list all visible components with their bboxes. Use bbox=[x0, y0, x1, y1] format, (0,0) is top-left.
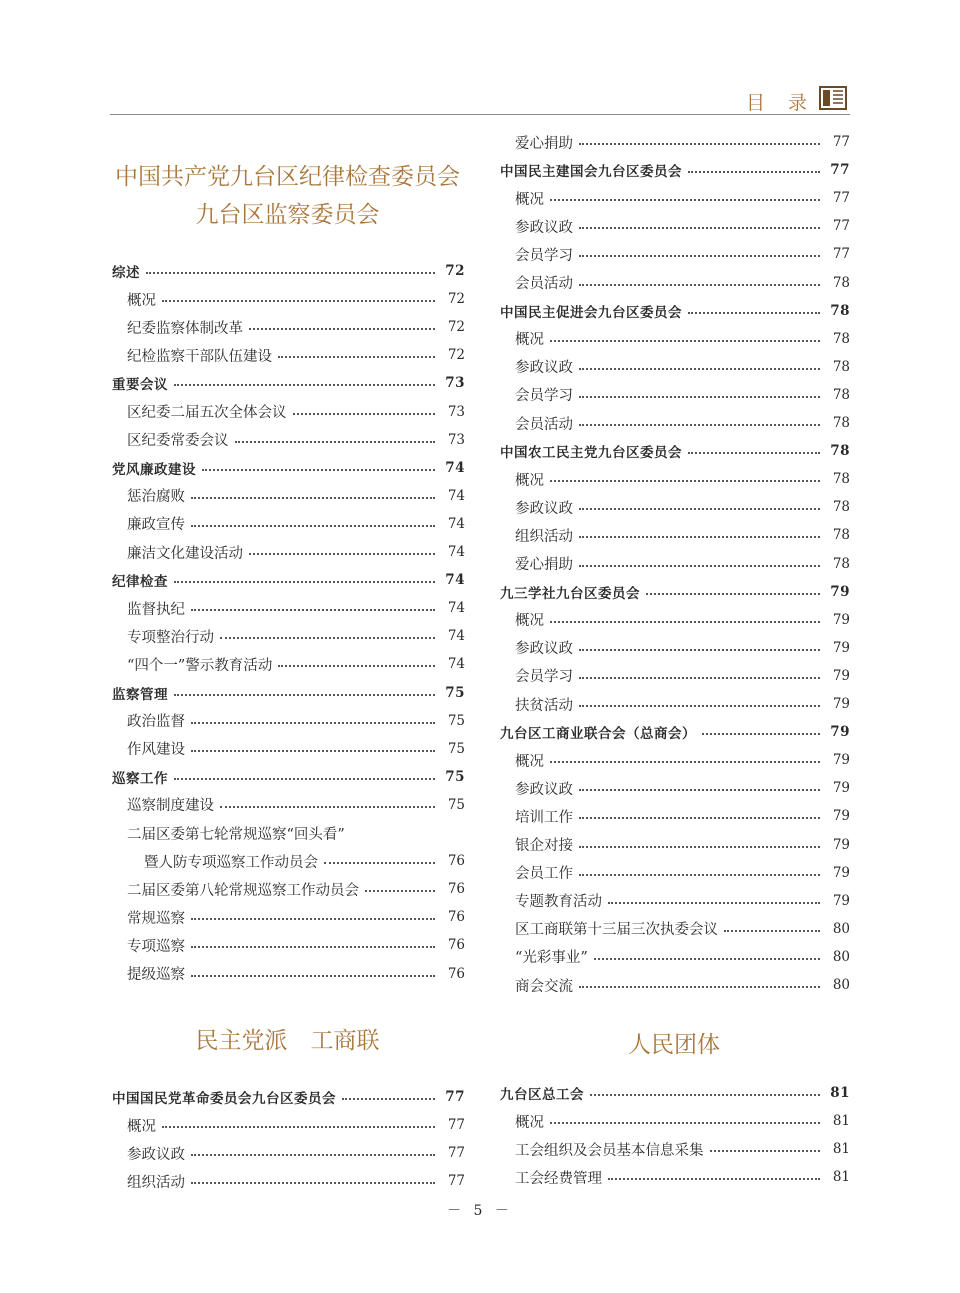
toc-dot-leader bbox=[324, 862, 435, 864]
toc-dot-leader bbox=[579, 565, 820, 567]
toc-dot-leader bbox=[278, 356, 435, 358]
toc-dot-leader bbox=[579, 508, 820, 510]
toc-page-number: 78 bbox=[832, 358, 850, 375]
toc-page-number: 77 bbox=[447, 1145, 465, 1162]
toc-entry-label: 会员学习 bbox=[515, 669, 573, 686]
toc-page-number: 78 bbox=[832, 499, 850, 516]
toc-entry[interactable] bbox=[498, 381, 850, 409]
toc-page-number: 72 bbox=[445, 263, 465, 279]
toc-entry[interactable] bbox=[498, 240, 850, 268]
toc-dot-leader bbox=[579, 536, 820, 538]
toc-entry[interactable] bbox=[110, 960, 465, 988]
toc-page-number: 77 bbox=[447, 1173, 465, 1190]
toc-page-number: 79 bbox=[830, 583, 850, 600]
toc-entry[interactable] bbox=[498, 634, 850, 662]
toc-entry[interactable] bbox=[110, 1111, 465, 1139]
toc-dot-leader bbox=[608, 902, 820, 904]
toc-entry-label: 扶贫活动 bbox=[515, 697, 573, 714]
toc-page-number: 79 bbox=[832, 864, 850, 881]
toc-dot-leader bbox=[191, 1154, 435, 1156]
toc-entry-label: “四个一”警示教育活动 bbox=[127, 657, 273, 674]
toc-dot-leader bbox=[550, 480, 820, 482]
toc-dot-leader bbox=[220, 637, 435, 639]
toc-page-number: 74 bbox=[447, 628, 465, 645]
toc-entry-label: 专项巡察 bbox=[127, 938, 185, 955]
toc-entry[interactable] bbox=[498, 353, 850, 381]
toc-entry[interactable] bbox=[498, 325, 850, 353]
toc-dot-leader bbox=[646, 593, 820, 595]
toc-page-number: 74 bbox=[447, 600, 465, 617]
toc-entry-label: 常规巡察 bbox=[127, 910, 185, 927]
toc-entry-label: 会员学习 bbox=[515, 388, 573, 405]
toc-page-number: 77 bbox=[447, 1117, 465, 1134]
section-title-people-orgs: 人民团体 bbox=[628, 1032, 720, 1058]
toc-dot-leader bbox=[162, 300, 435, 302]
book-icon bbox=[818, 84, 848, 112]
toc-dot-leader bbox=[191, 722, 435, 724]
toc-dot-leader bbox=[579, 143, 820, 145]
toc-dot-leader bbox=[579, 817, 820, 819]
toc-heading-entry[interactable] bbox=[498, 578, 850, 606]
toc-dot-leader bbox=[550, 761, 820, 763]
toc-dot-leader bbox=[579, 396, 820, 398]
toc-entry[interactable] bbox=[110, 510, 465, 538]
toc-dot-leader bbox=[146, 272, 435, 274]
toc-heading-entry[interactable] bbox=[110, 257, 465, 285]
toc-entry-label: 提级巡察 bbox=[127, 967, 185, 983]
toc-entry[interactable] bbox=[110, 791, 465, 819]
toc-entry-label: 中国农工民主党九台区委员会 bbox=[500, 445, 682, 462]
toc-entry[interactable] bbox=[498, 269, 850, 297]
toc-page-number: 80 bbox=[832, 948, 850, 965]
toc-entry-label: 概况 bbox=[515, 1114, 544, 1131]
toc-entry-label: 培训工作 bbox=[515, 809, 573, 826]
toc-dot-leader bbox=[174, 694, 435, 696]
toc-entry[interactable] bbox=[110, 426, 465, 454]
toc-heading-entry[interactable] bbox=[498, 297, 850, 325]
toc-entry-label: 中国民主建国会九台区委员会 bbox=[500, 164, 682, 181]
toc-entry[interactable] bbox=[498, 887, 850, 915]
toc-entry-label: 重要会议 bbox=[112, 377, 168, 394]
toc-entry[interactable] bbox=[498, 859, 850, 887]
toc-entry-label: 概况 bbox=[515, 753, 544, 770]
toc-page-number: 78 bbox=[830, 302, 850, 319]
toc-entry-label: 纪委监察体制改革 bbox=[127, 320, 243, 337]
toc-entry-label: 银企对接 bbox=[515, 838, 573, 854]
toc-page-number: 77 bbox=[830, 162, 850, 179]
toc-entry[interactable] bbox=[498, 915, 850, 943]
toc-dot-leader bbox=[191, 1182, 435, 1184]
toc-entry[interactable] bbox=[110, 538, 465, 566]
toc-entry-label: 暨人防专项巡察工作动员会 bbox=[144, 854, 318, 871]
toc-dot-leader bbox=[579, 874, 820, 876]
toc-entry-label: 九三学社九台区委员会 bbox=[500, 585, 640, 602]
toc-page-number: 74 bbox=[447, 656, 465, 673]
toc-page-number: 78 bbox=[832, 386, 850, 403]
toc-dot-leader bbox=[249, 553, 435, 555]
toc-dot-leader bbox=[579, 677, 820, 679]
toc-entry[interactable] bbox=[498, 943, 850, 971]
toc-page-number: 74 bbox=[447, 515, 465, 532]
toc-dot-leader bbox=[191, 946, 435, 948]
toc-entry-label: 工会经费管理 bbox=[515, 1170, 602, 1187]
toc-dot-leader bbox=[220, 806, 435, 808]
toc-entry-label: 专题教育活动 bbox=[515, 894, 602, 911]
toc-page-number: 79 bbox=[832, 892, 850, 909]
toc-page-number: 78 bbox=[832, 274, 850, 291]
toc-entry-label: 廉政宣传 bbox=[127, 517, 185, 534]
toc-page-number: 79 bbox=[832, 808, 850, 825]
toc-entry[interactable] bbox=[110, 594, 465, 622]
toc-entry-label: 纪检监察干部队伍建设 bbox=[127, 348, 272, 365]
toc-dot-leader bbox=[579, 424, 820, 426]
toc-page-number: 77 bbox=[832, 218, 850, 235]
toc-entry[interactable] bbox=[498, 493, 850, 521]
toc-entry[interactable] bbox=[498, 831, 850, 859]
toc-entry[interactable] bbox=[498, 1135, 850, 1163]
toc-entry[interactable] bbox=[498, 774, 850, 802]
toc-entry-label: 作风建设 bbox=[127, 742, 185, 759]
toc-dot-leader bbox=[579, 255, 820, 257]
toc-entry-label: 参政议政 bbox=[515, 781, 573, 798]
toc-entry-label: 政治监督 bbox=[127, 714, 185, 731]
toc-dot-leader bbox=[608, 1178, 820, 1180]
toc-page-number: 76 bbox=[447, 937, 465, 954]
toc-page-number: 79 bbox=[832, 611, 850, 628]
toc-dot-leader bbox=[202, 469, 435, 471]
toc-heading-entry[interactable] bbox=[110, 679, 465, 707]
toc-page-number: 75 bbox=[447, 712, 465, 729]
toc-entry[interactable] bbox=[110, 1167, 465, 1195]
toc-dot-leader bbox=[174, 384, 435, 386]
toc-page-number: 81 bbox=[830, 1085, 850, 1101]
toc-dot-leader bbox=[191, 750, 435, 752]
toc-entry-label: 会员活动 bbox=[515, 276, 573, 292]
toc-page-number: 74 bbox=[447, 487, 465, 504]
toc-dot-leader bbox=[702, 733, 820, 735]
toc-page-number: 72 bbox=[447, 291, 465, 308]
toc-entry-label: 参政议政 bbox=[127, 1146, 185, 1163]
toc-entry-label: “光彩事业” bbox=[515, 950, 588, 967]
toc-page-number: 75 bbox=[445, 768, 465, 785]
toc-page-number: 81 bbox=[832, 1113, 850, 1130]
toc-page-number: 81 bbox=[832, 1169, 850, 1186]
toc-page-number: 79 bbox=[830, 724, 850, 741]
toc-entry[interactable] bbox=[498, 184, 850, 212]
toc-entry[interactable] bbox=[110, 1139, 465, 1167]
toc-entry-label: 二届区委第八轮常规巡察工作动员会 bbox=[127, 882, 359, 899]
toc-entry[interactable] bbox=[498, 212, 850, 240]
toc-heading-entry[interactable] bbox=[498, 156, 850, 184]
toc-dot-leader bbox=[594, 958, 820, 960]
toc-entry[interactable] bbox=[110, 931, 465, 959]
toc-page-number: 80 bbox=[832, 920, 850, 937]
toc-page-number: 78 bbox=[832, 330, 850, 347]
toc-dot-leader bbox=[191, 975, 435, 977]
toc-dot-leader bbox=[162, 1126, 435, 1128]
toc-heading-entry[interactable] bbox=[110, 1083, 465, 1111]
toc-page-number: 78 bbox=[830, 443, 850, 460]
toc-entry-label: 党风廉政建设 bbox=[112, 461, 196, 478]
toc-page-number: 77 bbox=[832, 190, 850, 207]
toc-heading-entry[interactable] bbox=[498, 718, 850, 746]
toc-page-number: 78 bbox=[832, 415, 850, 431]
toc-entry-label: 会员活动 bbox=[515, 416, 573, 433]
toc-entry-label: 爱心捐助 bbox=[515, 557, 573, 573]
toc-entry[interactable] bbox=[498, 521, 850, 549]
toc-heading-entry[interactable] bbox=[110, 454, 465, 482]
toc-entry[interactable] bbox=[498, 662, 850, 690]
toc-dot-leader bbox=[579, 649, 820, 651]
section-title-discipline-line2: 九台区监察委员会 bbox=[195, 202, 380, 228]
toc-entry[interactable] bbox=[498, 746, 850, 774]
toc-dot-leader bbox=[365, 890, 435, 892]
header-divider bbox=[110, 114, 850, 115]
toc-entry-label: 专项整治行动 bbox=[127, 629, 214, 646]
toc-dot-leader bbox=[688, 171, 820, 173]
toc-entry[interactable] bbox=[110, 875, 465, 903]
toc-page-number: 79 bbox=[832, 667, 850, 684]
toc-dot-leader bbox=[191, 497, 435, 499]
toc-entry[interactable] bbox=[110, 622, 465, 650]
toc-dot-leader bbox=[550, 621, 820, 623]
toc-entry-label: 参政议政 bbox=[515, 219, 573, 236]
toc-entry-label: 纪律检查 bbox=[112, 574, 168, 591]
toc-page-number: 73 bbox=[447, 431, 465, 448]
toc-dot-leader bbox=[550, 199, 820, 201]
toc-dot-leader bbox=[710, 1150, 821, 1152]
toc-entry[interactable] bbox=[110, 819, 465, 847]
toc-dot-leader bbox=[579, 227, 820, 229]
toc-page-number: 76 bbox=[447, 881, 465, 898]
toc-entry-label: 九台区工商业联合会（总商会） bbox=[500, 726, 696, 743]
toc-page-number: 72 bbox=[447, 347, 465, 364]
toc-page-number: 76 bbox=[447, 909, 465, 926]
toc-page-number: 76 bbox=[447, 965, 465, 982]
toc-entry-label: 参政议政 bbox=[515, 360, 573, 377]
toc-page-number: 77 bbox=[832, 134, 850, 150]
header-title: 目 录 bbox=[746, 92, 810, 114]
toc-entry-label: 监督执纪 bbox=[127, 601, 185, 618]
toc-page-number: 75 bbox=[447, 796, 465, 813]
toc-page-number: 79 bbox=[832, 639, 850, 656]
toc-dot-leader bbox=[235, 441, 436, 443]
toc-dot-leader bbox=[550, 340, 820, 342]
toc-entry-label: 会员工作 bbox=[515, 866, 573, 883]
toc-dot-leader bbox=[191, 918, 435, 920]
toc-dot-leader bbox=[579, 986, 820, 988]
toc-dot-leader bbox=[688, 452, 820, 454]
toc-heading-entry[interactable] bbox=[498, 1079, 850, 1107]
toc-dot-leader bbox=[249, 328, 435, 330]
toc-page-number: 76 bbox=[447, 853, 465, 870]
toc-entry-label: 参政议政 bbox=[515, 500, 573, 517]
toc-dot-leader bbox=[191, 609, 435, 611]
toc-entry-label: 概况 bbox=[515, 191, 544, 208]
toc-entry[interactable] bbox=[498, 128, 850, 156]
toc-entry[interactable] bbox=[498, 802, 850, 830]
toc-dot-leader bbox=[579, 705, 820, 707]
section-title-parties: 民主党派 工商联 bbox=[195, 1028, 380, 1054]
toc-heading-entry[interactable] bbox=[110, 369, 465, 397]
toc-entry-label: 概况 bbox=[515, 472, 544, 489]
toc-entry[interactable] bbox=[498, 465, 850, 493]
toc-entry[interactable] bbox=[110, 313, 465, 341]
toc-heading-entry[interactable] bbox=[110, 763, 465, 791]
toc-dot-leader bbox=[590, 1094, 820, 1096]
toc-entry[interactable] bbox=[110, 482, 465, 510]
toc-dot-leader bbox=[579, 284, 820, 286]
toc-heading-entry[interactable] bbox=[498, 437, 850, 465]
toc-page-number: 79 bbox=[832, 836, 850, 853]
toc-entry[interactable] bbox=[110, 735, 465, 763]
toc-entry-label: 会员学习 bbox=[515, 247, 573, 264]
toc-entry-label: 组织活动 bbox=[515, 528, 573, 545]
toc-dot-leader bbox=[688, 312, 820, 314]
toc-page-number: 79 bbox=[832, 752, 850, 769]
toc-page-number: 79 bbox=[832, 780, 850, 797]
toc-dot-leader bbox=[191, 525, 435, 527]
toc-dot-leader bbox=[579, 368, 820, 370]
page-number: － 5 － bbox=[447, 1203, 513, 1219]
toc-entry[interactable] bbox=[110, 341, 465, 369]
toc-page-number: 74 bbox=[445, 572, 465, 589]
toc-entry-label: 巡察制度建设 bbox=[127, 798, 214, 815]
toc-dot-leader bbox=[579, 846, 820, 848]
toc-entry[interactable] bbox=[110, 285, 465, 313]
toc-page-number: 78 bbox=[832, 527, 850, 544]
toc-page-number: 74 bbox=[445, 459, 465, 476]
toc-dot-leader bbox=[550, 1122, 820, 1124]
toc-page-number: 73 bbox=[447, 403, 465, 420]
toc-dot-leader bbox=[342, 1098, 435, 1100]
toc-entry-label: 廉洁文化建设活动 bbox=[127, 545, 243, 562]
toc-entry-label: 九台区总工会 bbox=[500, 1087, 584, 1103]
toc-entry-label: 区工商联第十三届三次执委会议 bbox=[515, 922, 718, 939]
toc-page-number: 79 bbox=[832, 696, 850, 712]
toc-entry-label: 区纪委二届五次全体会议 bbox=[127, 405, 287, 421]
toc-page-number: 77 bbox=[832, 246, 850, 263]
section-title-discipline-line1: 中国共产党九台区纪律检查委员会 bbox=[115, 164, 460, 190]
toc-dot-leader bbox=[293, 413, 436, 415]
toc-entry[interactable] bbox=[110, 847, 465, 875]
toc-entry[interactable] bbox=[498, 409, 850, 437]
toc-entry-label: 区纪委常委会议 bbox=[127, 433, 229, 450]
toc-entry-label: 组织活动 bbox=[127, 1174, 185, 1191]
toc-entry[interactable] bbox=[498, 1163, 850, 1191]
toc-dot-leader bbox=[579, 789, 820, 791]
toc-entry-label: 中国国民党革命委员会九台区委员会 bbox=[112, 1091, 336, 1107]
toc-entry-label: 监察管理 bbox=[112, 686, 168, 703]
toc-entry[interactable] bbox=[498, 1107, 850, 1135]
toc-page-number: 78 bbox=[832, 555, 850, 572]
toc-entry[interactable] bbox=[498, 971, 850, 999]
toc-dot-leader bbox=[278, 665, 435, 667]
toc-dot-leader bbox=[724, 930, 820, 932]
toc-entry-label: 综述 bbox=[112, 265, 140, 281]
toc-page-number: 77 bbox=[445, 1089, 465, 1105]
toc-entry-label: 概况 bbox=[127, 292, 156, 309]
toc-dot-leader bbox=[174, 581, 435, 583]
toc-entry[interactable] bbox=[110, 903, 465, 931]
toc-entry-label: 参政议政 bbox=[515, 641, 573, 658]
toc-page-number: 81 bbox=[832, 1141, 850, 1158]
toc-entry-label: 概况 bbox=[515, 613, 544, 630]
toc-entry-label: 惩治腐败 bbox=[127, 489, 185, 506]
toc-entry-label: 概况 bbox=[515, 332, 544, 349]
toc-dot-leader bbox=[174, 778, 435, 780]
toc-page-number: 74 bbox=[447, 544, 465, 560]
toc-page-number: 80 bbox=[832, 977, 850, 993]
toc-page-number: 73 bbox=[445, 375, 465, 392]
toc-entry[interactable] bbox=[110, 650, 465, 678]
toc-page-number: 72 bbox=[447, 319, 465, 336]
toc-page-number: 78 bbox=[832, 471, 850, 488]
toc-entry-label: 工会组织及会员基本信息采集 bbox=[515, 1142, 704, 1159]
toc-entry[interactable] bbox=[110, 398, 465, 426]
toc-entry[interactable] bbox=[110, 707, 465, 735]
toc-page-number: 75 bbox=[447, 740, 465, 757]
toc-entry-label: 概况 bbox=[127, 1118, 156, 1135]
toc-heading-entry[interactable] bbox=[110, 566, 465, 594]
toc-entry-label: 二届区委第七轮常规巡察“回头看” bbox=[127, 826, 345, 843]
toc-page-number: 75 bbox=[445, 684, 465, 701]
toc-entry[interactable] bbox=[498, 690, 850, 718]
toc-entry-label: 商会交流 bbox=[515, 978, 573, 995]
toc-entry[interactable] bbox=[498, 606, 850, 634]
toc-entry-label: 巡察工作 bbox=[112, 770, 168, 787]
toc-entry-label: 爱心捐助 bbox=[515, 135, 573, 152]
toc-entry-label: 中国民主促进会九台区委员会 bbox=[500, 304, 682, 321]
toc-entry[interactable] bbox=[498, 550, 850, 578]
